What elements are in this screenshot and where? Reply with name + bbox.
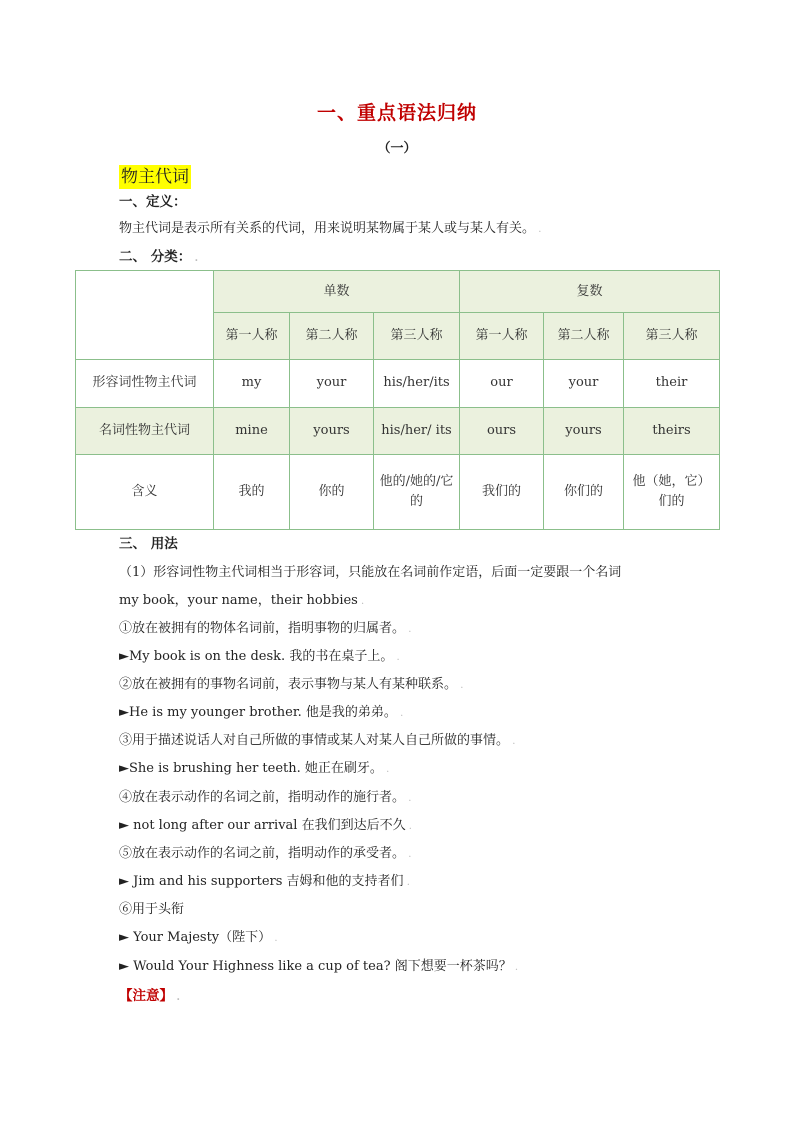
usage-line: ►My book is on the desk. 我的书在桌子上。 . (119, 645, 400, 664)
definition-text: 物主代词是表示所有关系的代词，用来说明某物属于某人或与某人有关。 . (119, 217, 541, 236)
table-cell: 你的 (290, 454, 374, 529)
table-cell: yours (544, 407, 624, 454)
table-cell: his/her/ its (374, 407, 460, 454)
usage-line: （1）形容词性物主代词相当于形容词，只能放在名词前作定语，后面一定要跟一个名词 (119, 565, 622, 580)
header-person: 第一人称 (460, 313, 544, 360)
classification-heading: 二、 分类： . (119, 245, 198, 265)
table-cell: their (624, 360, 720, 407)
note-heading: 【注意】 . (119, 984, 180, 1004)
usage-line: ①放在被拥有的物体名词前，指明事物的归属者。 . (119, 617, 411, 636)
row-label: 名词性物主代词 (76, 407, 214, 454)
usage-line: ⑥用于头衔 (119, 902, 185, 917)
header-person: 第一人称 (214, 313, 290, 360)
table-cell: your (290, 360, 374, 407)
table-cell: 我们的 (460, 454, 544, 529)
page-title: 一、重点语法归纳 (316, 102, 477, 124)
header-person: 第三人称 (374, 313, 460, 360)
definition-heading: 一、定义： (119, 194, 187, 210)
pronoun-table (75, 270, 720, 530)
table-cell: your (544, 360, 624, 407)
table-cell: theirs (624, 407, 720, 454)
table-cell: mine (214, 407, 290, 454)
table-cell: 他的/她的/它的 (374, 454, 460, 529)
header-person: 第三人称 (624, 313, 720, 360)
table-cell: my (214, 360, 290, 407)
table-row (76, 360, 720, 407)
usage-line: my book，your name，their hobbies . (119, 589, 364, 608)
row-label: 形容词性物主代词 (76, 360, 214, 407)
usage-line: ►She is brushing her teeth. 她正在刷牙。 . (119, 757, 389, 776)
table-cell: ours (460, 407, 544, 454)
usage-line: ► Jim and his supporters 吉姆和他的支持者们 . (119, 870, 410, 889)
usage-line: ► Your Majesty（陛下） . (119, 926, 278, 945)
table-cell: his/her/its (374, 360, 460, 407)
table-cell: 我的 (214, 454, 290, 529)
table-row (76, 454, 720, 529)
usage-line: ④放在表示动作的名词之前，指明动作的施行者。 . (119, 786, 411, 805)
page-subtitle: （一） (377, 141, 417, 156)
usage-line: ⑤放在表示动作的名词之前，指明动作的承受者。 . (119, 842, 411, 861)
table-cell: yours (290, 407, 374, 454)
usage-line: ►He is my younger brother. 他是我的弟弟。 . (119, 701, 403, 720)
usage-line: ②放在被拥有的事物名词前，表示事物与某人有某种联系。 . (119, 673, 463, 692)
table-cell: our (460, 360, 544, 407)
table-cell: 他（她，它）们的 (624, 454, 720, 529)
table-corner-cell (76, 271, 214, 360)
table-row (76, 407, 720, 454)
header-singular: 单数 (214, 271, 460, 313)
table-cell: 你们的 (544, 454, 624, 529)
row-label: 含义 (76, 454, 214, 529)
usage-heading: 三、 用法 (119, 536, 178, 552)
usage-line: ► not long after our arrival 在我们到达后不久 . (119, 814, 412, 833)
header-person: 第二人称 (544, 313, 624, 360)
header-plural: 复数 (460, 271, 720, 313)
usage-line: ③用于描述说话人对自己所做的事情或某人对某人自己所做的事情。 . (119, 729, 515, 748)
usage-line: ► Would Your Highness like a cup of tea? 阁下想要一杯茶吗？ . (119, 955, 518, 974)
topic-highlight: 物主代词 (121, 167, 189, 187)
header-person: 第二人称 (290, 313, 374, 360)
